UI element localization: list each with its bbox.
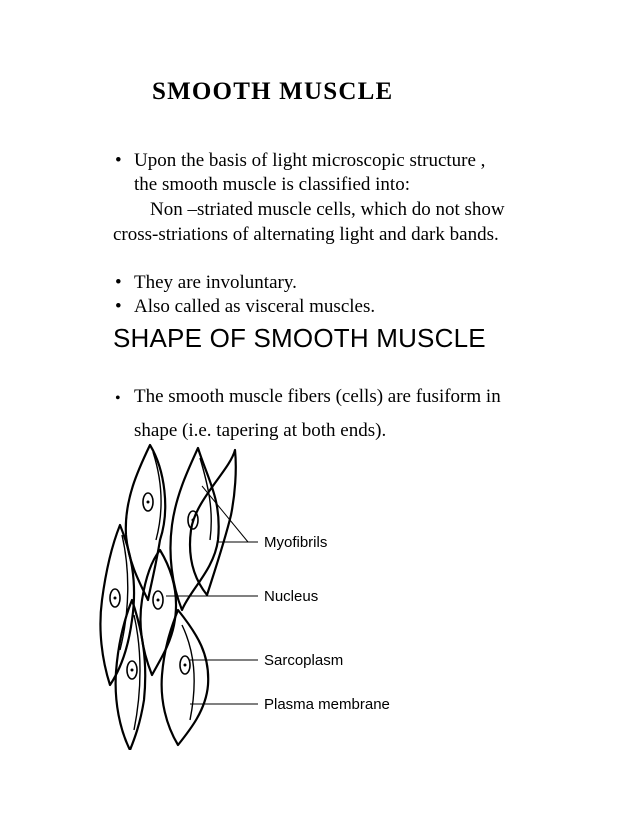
paragraph-line: Non –striated muscle cells, which do not show (150, 199, 505, 220)
label-plasma-membrane: Plasma membrane (264, 696, 390, 713)
bullet-text: Also called as visceral muscles. (134, 296, 376, 317)
bullet-text-continued: the smooth muscle is classified into: (134, 174, 410, 195)
section-heading: SHAPE OF SMOOTH MUSCLE (113, 323, 486, 353)
bullet-text: They are involuntary. (134, 272, 297, 293)
bullet-icon: • (115, 150, 122, 171)
bullet-icon: • (115, 296, 122, 317)
bullet-text: Upon the basis of light microscopic structure , (134, 150, 486, 171)
label-myofibrils: Myofibrils (264, 534, 328, 551)
bullet-icon: • (115, 390, 121, 407)
page-title: SMOOTH MUSCLE (152, 78, 394, 105)
muscle-cell (190, 450, 236, 595)
bullet-text: The smooth muscle fibers (cells) are fusiform in (134, 386, 501, 407)
smooth-muscle-diagram (90, 440, 450, 750)
label-nucleus: Nucleus (264, 588, 319, 605)
label-sarcoplasm: Sarcoplasm (264, 652, 344, 669)
paragraph-line: cross-striations of alternating light and dark bands. (113, 224, 499, 245)
bullet-icon: • (115, 272, 122, 293)
bullet-text-continued: shape (i.e. tapering at both ends). (134, 420, 387, 441)
